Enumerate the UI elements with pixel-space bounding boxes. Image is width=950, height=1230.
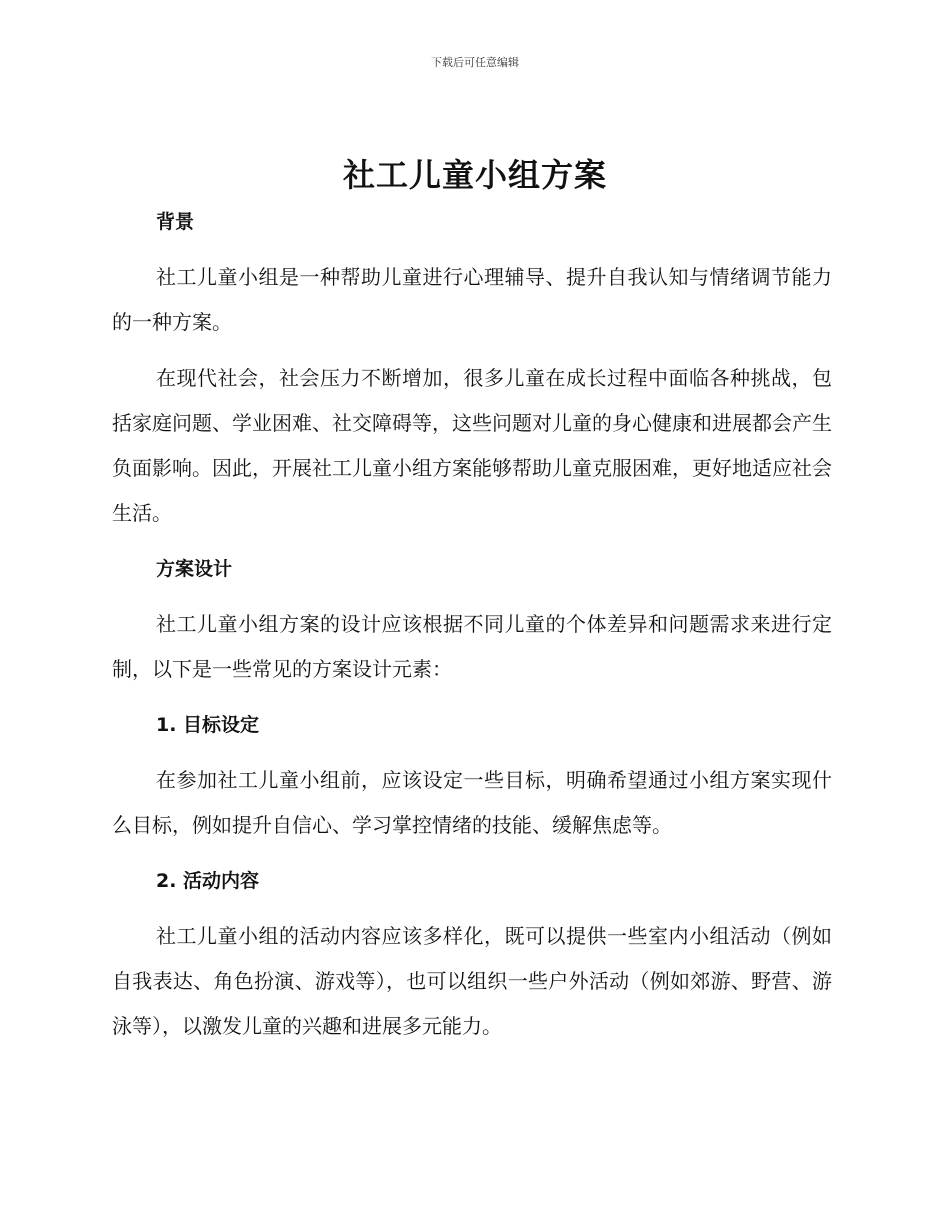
paragraph: 在现代社会，社会压力不断增加，很多儿童在成长过程中面临各种挑战，包括家庭问题、学业困难、社交障碍等，这些问题对儿童的身心健康和进展都会产生负面影响。因此，开展社工儿童小组方案能够帮助儿童克服困难，更好地适应社会生活。	[112, 366, 832, 525]
header-note: 下载后可任意编辑	[431, 56, 519, 69]
document-body	[112, 200, 832, 1049]
document-title: 社工儿童小组方案	[342, 156, 607, 194]
paragraph: 社工儿童小组方案的设计应该根据不同儿童的个体差异和问题需求来进行定制，以下是一些常见的方案设计元素：	[112, 612, 832, 681]
paragraph: 社工儿童小组是一种帮助儿童进行心理辅导、提升自我认知与情绪调节能力的一种方案。	[112, 265, 832, 334]
paragraph: 在参加社工儿童小组前，应该设定一些目标，明确希望通过小组方案实现什么目标，例如提升自信心、学习掌控情绪的技能、缓解焦虑等。	[112, 768, 832, 837]
section-heading-background: 背景	[156, 211, 195, 233]
section-heading-goal: 1. 目标设定	[156, 714, 260, 736]
paragraph: 社工儿童小组的活动内容应该多样化，既可以提供一些室内小组活动（例如自我表达、角色扮演、游戏等），也可以组织一些户外活动（例如郊游、野营、游泳等），以激发儿童的兴趣和进展多元能力。	[112, 924, 832, 1038]
section-heading-design: 方案设计	[156, 558, 233, 580]
section-heading-activities: 2. 活动内容	[156, 870, 260, 892]
